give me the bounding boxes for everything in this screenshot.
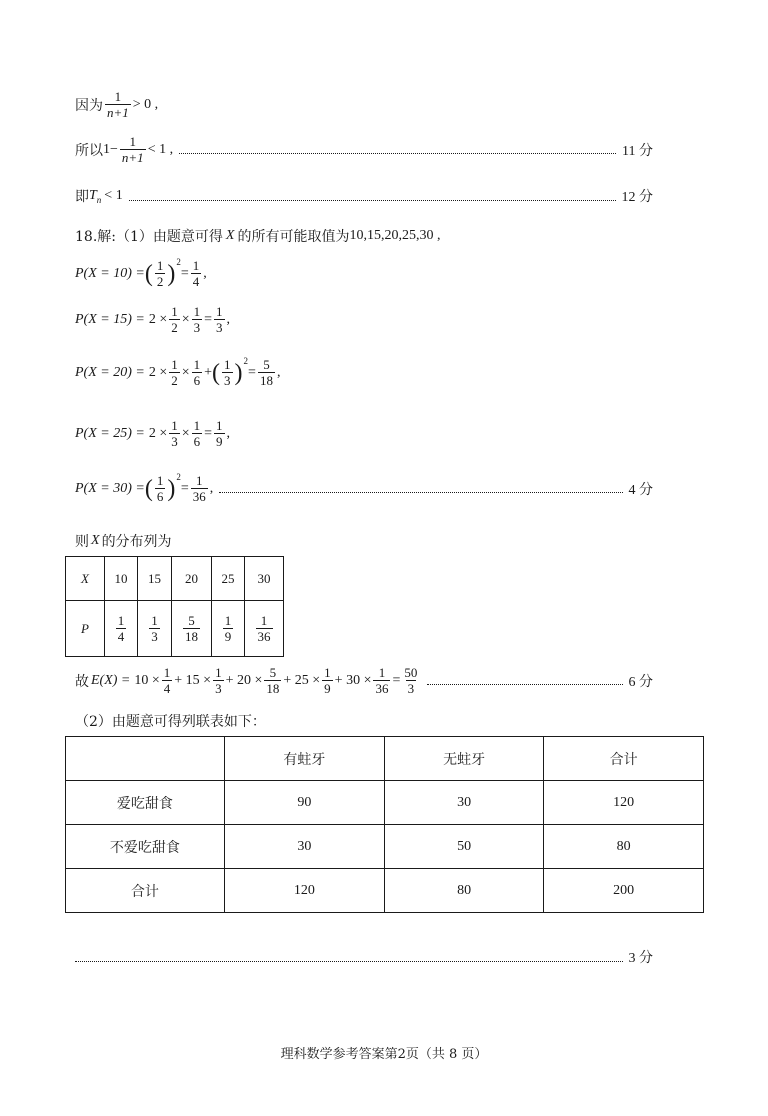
score: 3 分 [628, 951, 653, 966]
table-cell: $\frac{1}{4}$ [105, 601, 138, 657]
line-therefore: 所以 1 − $\frac{1}{n+1}$ < 1 , 11 分 [75, 134, 653, 165]
table-cell: P [66, 601, 105, 657]
table-cell: 120 [224, 869, 384, 913]
table-cell: 80 [385, 869, 544, 913]
table-cell: 200 [544, 869, 704, 913]
table-cell: $\frac{1}{3}$ [138, 601, 172, 657]
score: 6 分 [628, 674, 653, 690]
p-x-10: P(X = 10) = ( $\frac{1}{2}$ ) 2 = $\frac{1}{4}$ , [75, 256, 207, 289]
table-header: 合计 [544, 737, 704, 781]
table-cell: $\frac{5}{18}$ [172, 601, 212, 657]
line-hence: 即 T n < 1 12 分 [75, 188, 653, 205]
table-cell: 90 [224, 781, 384, 825]
table-header [66, 737, 225, 781]
dot-leader [427, 684, 622, 685]
table-cell: 15 [138, 557, 172, 601]
table-row [66, 781, 704, 825]
fraction: $\frac{1}{n+1}$ [121, 134, 144, 165]
score: 4 分 [628, 482, 653, 498]
table-header: 有蛀牙 [224, 737, 384, 781]
dot-leader [75, 961, 623, 962]
q18-intro: 18.解:（1）由题意可得 X 的所有可能取值为 10,15,20,25,30 , [75, 228, 441, 245]
table-header-row [66, 737, 704, 781]
table-row [66, 869, 704, 913]
table-cell: $\frac{1}{9}$ [212, 601, 245, 657]
table-cell: 120 [544, 781, 704, 825]
table-cell: 20 [172, 557, 212, 601]
score: 12 分 [621, 190, 653, 205]
table-cell: 30 [245, 557, 284, 601]
table-cell: 50 [385, 825, 544, 869]
score: 11 分 [622, 143, 653, 159]
fraction: $\frac{1}{n+1}$ [107, 89, 129, 120]
p-x-25: P(X = 25) = 2 × $\frac{1}{3}$ × $\frac{1}{6}$ = $\frac{1}{9}$ , [75, 418, 231, 449]
table-cell: 10 [105, 557, 138, 601]
page-footer: 理科数学参考答案第2页（共 8 页） [280, 1047, 488, 1062]
contingency-table [65, 736, 704, 913]
dot-leader [219, 492, 622, 493]
row-label: 合计 [66, 869, 225, 913]
line-because: 因为 $\frac{1}{n+1}$ > 0 , [75, 89, 159, 120]
distribution-table [65, 556, 284, 657]
row-label: 不爱吃甜食 [66, 825, 225, 869]
dot-leader [129, 200, 616, 201]
distribution-intro: 则 X 的分布列为 [75, 533, 172, 550]
final-score-line [75, 947, 653, 967]
table-row [66, 557, 284, 601]
table-cell: $\frac{1}{36}$ [245, 601, 284, 657]
table-cell: X [66, 557, 105, 601]
table-row [66, 825, 704, 869]
row-label: 爱吃甜食 [66, 781, 225, 825]
p-x-15: P(X = 15) = 2 × $\frac{1}{2}$ × $\frac{1}{3}$ = $\frac{1}{3}$ , [75, 304, 231, 335]
table-header: 无蛀牙 [385, 737, 544, 781]
table-row [66, 601, 284, 657]
because-text: 因为 [75, 97, 103, 114]
dot-leader [179, 153, 616, 154]
table-cell: 80 [544, 825, 704, 869]
p-x-30: P(X = 30) = ( $\frac{1}{6}$ ) 2 = $\frac{1}{36}$ , 4 分 [75, 471, 653, 504]
table-cell: 30 [224, 825, 384, 869]
part2-intro: （2）由题意可得列联表如下： [75, 714, 266, 730]
table-cell: 25 [212, 557, 245, 601]
p-x-20: P(X = 20) = 2 × $\frac{1}{2}$ × $\frac{1}{6}$ + ( $\frac{1}{3}$ ) 2 = $\frac{5}{18}$ , [75, 355, 281, 388]
table-cell: 30 [385, 781, 544, 825]
expectation-line: 故 E(X) = 10 × $\frac{1}{4}$ + 15 × $\frac{1}{3}$ + 20 × $\frac{5}{18}$ + 25 × $\frac{1}{9}$ + 30 × $\frac{1}{36}$ = $\frac{50}{3}$ 6 分 [75, 665, 653, 696]
